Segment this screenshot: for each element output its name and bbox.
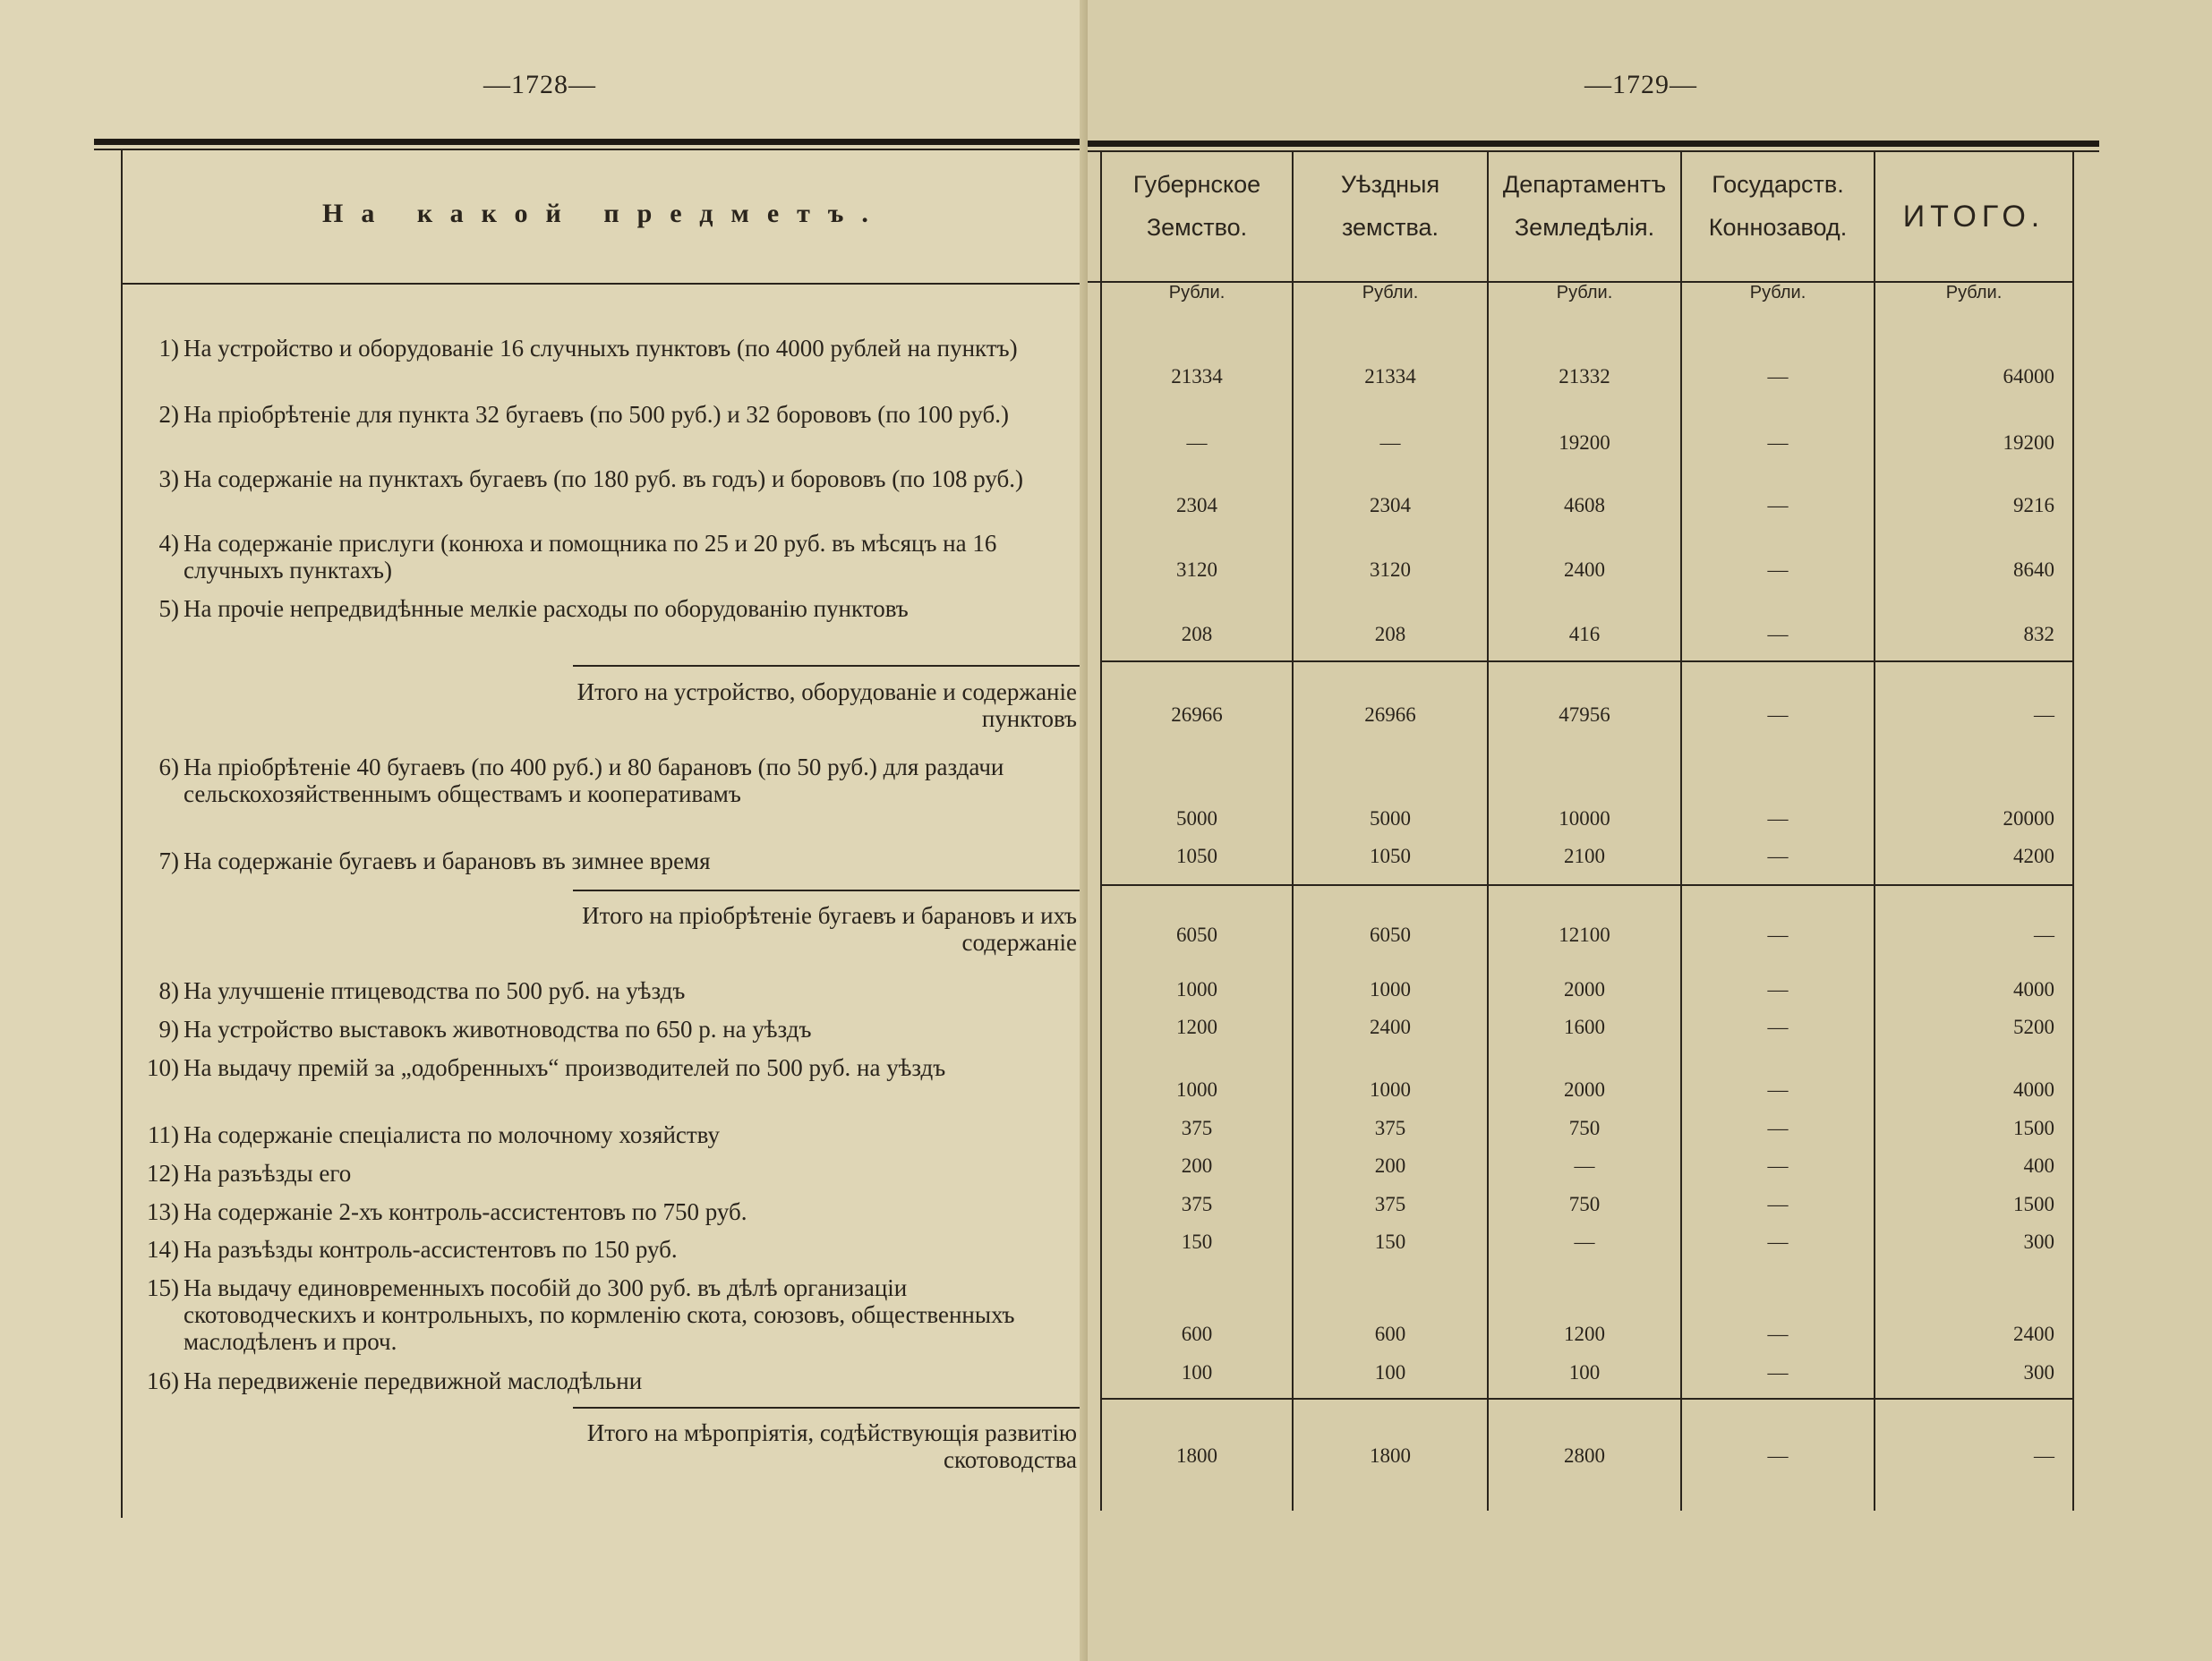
left-page bbox=[0, 0, 1088, 1661]
table-cell: 375 bbox=[1181, 1193, 1213, 1215]
list-item: 6) На пріобрѣтеніе 40 бугаевъ (по 400 руб.) и 80 барановъ (по 50 руб.) для раздачи сельскохозяйственнымъ обществамъ и кооперативамъ bbox=[158, 754, 1004, 807]
table-cell: 2304 bbox=[1370, 494, 1411, 516]
table-cell: — bbox=[1186, 431, 1208, 454]
top-thin-rule bbox=[1088, 150, 2099, 152]
table-cell: 3120 bbox=[1370, 558, 1411, 581]
list-item: 9) На устройство выставокъ животноводства по 650 р. на уѣздъ bbox=[158, 1016, 812, 1043]
table-cell: 21332 bbox=[1559, 365, 1610, 388]
column-divider bbox=[1100, 150, 1102, 1511]
table-cell: — bbox=[1767, 558, 1789, 581]
table-cell: 6050 bbox=[1370, 924, 1411, 946]
column-header-subject: На какой предметъ. bbox=[322, 199, 886, 228]
table-cell: — bbox=[1767, 1016, 1789, 1038]
table-cell: 600 bbox=[1181, 1323, 1213, 1345]
table-cell: 375 bbox=[1374, 1193, 1406, 1215]
table-cell: 2400 bbox=[2013, 1323, 2054, 1345]
list-item: 12) На разъѣзды его bbox=[147, 1160, 352, 1187]
column-header: Департаментъ Земледѣлія. bbox=[1502, 171, 1667, 241]
table-cell: 8640 bbox=[2013, 558, 2054, 581]
list-item: 13) На содержаніе 2-хъ контроль-ассистентовъ по 750 руб. bbox=[147, 1198, 747, 1225]
subtotal-rule bbox=[1100, 660, 2072, 662]
list-item: 16) На передвиженіе передвижной маслодѣльни bbox=[147, 1367, 643, 1394]
table-cell: 4000 bbox=[2013, 978, 2054, 1001]
table-cell: — bbox=[1767, 924, 1789, 946]
table-cell: — bbox=[1574, 1231, 1595, 1253]
table-cell: — bbox=[1767, 494, 1789, 516]
table-cell: 3120 bbox=[1176, 558, 1217, 581]
table-cell: 21334 bbox=[1364, 365, 1416, 388]
subtotal-rule bbox=[573, 665, 1081, 667]
list-item: 3) На содержаніе на пунктахъ бугаевъ (по 180 руб. въ годъ) и борововъ (по 108 руб.) bbox=[158, 465, 1023, 492]
table-cell: — bbox=[1767, 978, 1789, 1001]
right-page bbox=[1088, 0, 2212, 1661]
table-cell: 2400 bbox=[1370, 1016, 1411, 1038]
table-cell: — bbox=[1767, 1078, 1789, 1101]
table-cell: 19200 bbox=[2003, 431, 2054, 454]
table-cell: 1050 bbox=[1176, 845, 1217, 867]
table-cell: 100 bbox=[1181, 1361, 1213, 1384]
table-cell: 2400 bbox=[1564, 558, 1605, 581]
table-cell: 208 bbox=[1181, 623, 1213, 645]
table-cell: — bbox=[1767, 1323, 1789, 1345]
column-unit: Рубли. bbox=[1749, 283, 1806, 302]
subtotal-rule bbox=[573, 1407, 1081, 1409]
table-cell: 375 bbox=[1374, 1117, 1406, 1139]
column-divider bbox=[1292, 150, 1294, 1511]
table-cell: — bbox=[1767, 1361, 1789, 1384]
table-cell: 300 bbox=[2023, 1361, 2054, 1384]
subtotal-rule bbox=[1100, 884, 2072, 886]
column-unit: Рубли. bbox=[1362, 283, 1419, 302]
table-cell: — bbox=[2034, 1444, 2054, 1467]
table-cell: 2800 bbox=[1564, 1444, 1605, 1467]
table-cell: 150 bbox=[1374, 1231, 1406, 1253]
top-thick-rule bbox=[1088, 141, 2099, 147]
table-cell: 4000 bbox=[2013, 1078, 2054, 1101]
table-cell: 416 bbox=[1568, 623, 1601, 645]
table-cell: — bbox=[1767, 1444, 1789, 1467]
list-item: 15) На выдачу единовременныхъ пособій до 300 руб. въ дѣлѣ организаціи скотоводческихъ и контрольныхъ, по кормленію скота, союзовъ, общественныхъ маслодѣленъ и проч. bbox=[147, 1274, 1015, 1355]
table-cell: — bbox=[1767, 845, 1789, 867]
table-cell: 375 bbox=[1181, 1117, 1213, 1139]
table-cell: 200 bbox=[1374, 1154, 1406, 1177]
table-cell: — bbox=[1767, 807, 1789, 830]
table-cell: 2304 bbox=[1176, 494, 1217, 516]
table-cell: 1000 bbox=[1370, 1078, 1411, 1101]
table-cell: 150 bbox=[1181, 1231, 1213, 1253]
table-cell: 5000 bbox=[1370, 807, 1411, 830]
table-cell: 5200 bbox=[2013, 1016, 2054, 1038]
subtotal-rule bbox=[573, 890, 1081, 891]
table-cell: 4200 bbox=[2013, 845, 2054, 867]
table-cell: 1000 bbox=[1176, 1078, 1217, 1101]
table-cell: 10000 bbox=[1559, 807, 1610, 830]
list-item: 2) На пріобрѣтеніе для пункта 32 бугаевъ (по 500 руб.) и 32 борововъ (по 100 руб.) bbox=[158, 401, 1009, 428]
table-cell: — bbox=[1574, 1154, 1595, 1177]
table-cell: 832 bbox=[2023, 623, 2054, 645]
table-cell: 200 bbox=[1181, 1154, 1213, 1177]
table-cell: 1500 bbox=[2013, 1117, 2054, 1139]
table-cell: 750 bbox=[1568, 1193, 1601, 1215]
table-cell: — bbox=[1767, 365, 1789, 388]
page-number: —1728— bbox=[483, 70, 596, 99]
list-item: 7) На содержаніе бугаевъ и барановъ въ зимнее время bbox=[158, 848, 711, 874]
table-cell: 600 bbox=[1374, 1323, 1406, 1345]
table-cell: 47956 bbox=[1559, 703, 1610, 726]
subtotal-label: Итого на пріобрѣтеніе бугаевъ и барановъ и ихъ содержаніе bbox=[582, 902, 1077, 956]
table-cell: — bbox=[1767, 1193, 1789, 1215]
column-divider bbox=[1680, 150, 1682, 1511]
list-item: 4) На содержаніе прислуги (конюха и помощника по 25 и 20 руб. въ мѣсяцъ на 16 случныхъ пунктахъ) bbox=[158, 530, 997, 583]
column-divider bbox=[2072, 150, 2074, 1511]
table-cell: 19200 bbox=[1559, 431, 1610, 454]
table-cell: 64000 bbox=[2003, 365, 2054, 388]
table-cell: — bbox=[1767, 703, 1789, 726]
header-bottom-rule bbox=[123, 283, 1081, 285]
table-cell: 1200 bbox=[1564, 1323, 1605, 1345]
column-header: Губернское Земство. bbox=[1132, 171, 1261, 241]
table-cell: — bbox=[1767, 1154, 1789, 1177]
column-divider bbox=[1874, 150, 1875, 1511]
table-cell: — bbox=[1767, 1117, 1789, 1139]
table-cell: 1800 bbox=[1370, 1444, 1411, 1467]
table-cell: 1200 bbox=[1176, 1016, 1217, 1038]
table-cell: 2000 bbox=[1564, 1078, 1605, 1101]
table-cell: 300 bbox=[2023, 1231, 2054, 1253]
list-item: 10) На выдачу премій за „одобренныхъ“ производителей по 500 руб. на уѣздъ bbox=[147, 1054, 946, 1081]
column-unit: Рубли. bbox=[1556, 283, 1613, 302]
table-cell: 6050 bbox=[1176, 924, 1217, 946]
subtotal-rule bbox=[1100, 1398, 2072, 1400]
list-item: 8) На улучшеніе птицеводства по 500 руб. на уѣздъ bbox=[158, 977, 686, 1004]
column-unit: Рубли. bbox=[1945, 283, 2003, 302]
table-cell: — bbox=[1767, 1231, 1789, 1253]
table-cell: 26966 bbox=[1171, 703, 1223, 726]
column-header: ИТОГО. bbox=[1902, 200, 2045, 234]
column-header: Уѣздныя земства. bbox=[1340, 171, 1440, 241]
table-cell: 21334 bbox=[1171, 365, 1223, 388]
table-cell: — bbox=[2034, 924, 2054, 946]
table-cell: — bbox=[2034, 703, 2054, 726]
table-cell: 100 bbox=[1374, 1361, 1406, 1384]
top-thick-rule bbox=[94, 139, 1088, 145]
table-cell: 1000 bbox=[1370, 978, 1411, 1001]
table-cell: 12100 bbox=[1559, 924, 1610, 946]
left-border bbox=[121, 149, 123, 1518]
table-cell: 400 bbox=[2023, 1154, 2054, 1177]
table-cell: — bbox=[1767, 623, 1789, 645]
table-cell: — bbox=[1379, 431, 1401, 454]
table-cell: 4608 bbox=[1564, 494, 1605, 516]
table-cell: 2100 bbox=[1564, 845, 1605, 867]
table-cell: 1500 bbox=[2013, 1193, 2054, 1215]
column-header: Государств. Коннозавод. bbox=[1708, 171, 1848, 241]
table-cell: 2000 bbox=[1564, 978, 1605, 1001]
column-divider bbox=[1487, 150, 1489, 1511]
table-cell: 1000 bbox=[1176, 978, 1217, 1001]
table-cell: 100 bbox=[1568, 1361, 1601, 1384]
table-cell: 1050 bbox=[1370, 845, 1411, 867]
table-cell: 208 bbox=[1374, 623, 1406, 645]
table-cell: 750 bbox=[1568, 1117, 1601, 1139]
table-cell: — bbox=[1767, 431, 1789, 454]
table-cell: 20000 bbox=[2003, 807, 2054, 830]
list-item: 14) На разъѣзды контроль-ассистентовъ по 150 руб. bbox=[147, 1236, 678, 1263]
column-unit: Рубли. bbox=[1168, 283, 1226, 302]
top-thin-rule bbox=[94, 149, 1088, 150]
table-cell: 1800 bbox=[1176, 1444, 1217, 1467]
subtotal-label: Итого на мѣропріятія, содѣйствующія развитію скотоводства bbox=[586, 1419, 1077, 1473]
table-cell: 9216 bbox=[2013, 494, 2054, 516]
page-number: —1729— bbox=[1584, 70, 1697, 99]
list-item: 5) На прочіе непредвидѣнные мелкіе расходы по оборудованію пунктовъ bbox=[158, 595, 909, 622]
list-item: 11) На содержаніе спеціалиста по молочному хозяйству bbox=[148, 1121, 721, 1148]
table-cell: 1600 bbox=[1564, 1016, 1605, 1038]
subtotal-label: Итого на устройство, оборудованіе и содержаніе пунктовъ bbox=[576, 678, 1077, 732]
list-item: 1) На устройство и оборудованіе 16 случныхъ пунктовъ (по 4000 рублей на пунктъ) bbox=[158, 335, 1018, 362]
table-cell: 26966 bbox=[1364, 703, 1416, 726]
table-cell: 5000 bbox=[1176, 807, 1217, 830]
